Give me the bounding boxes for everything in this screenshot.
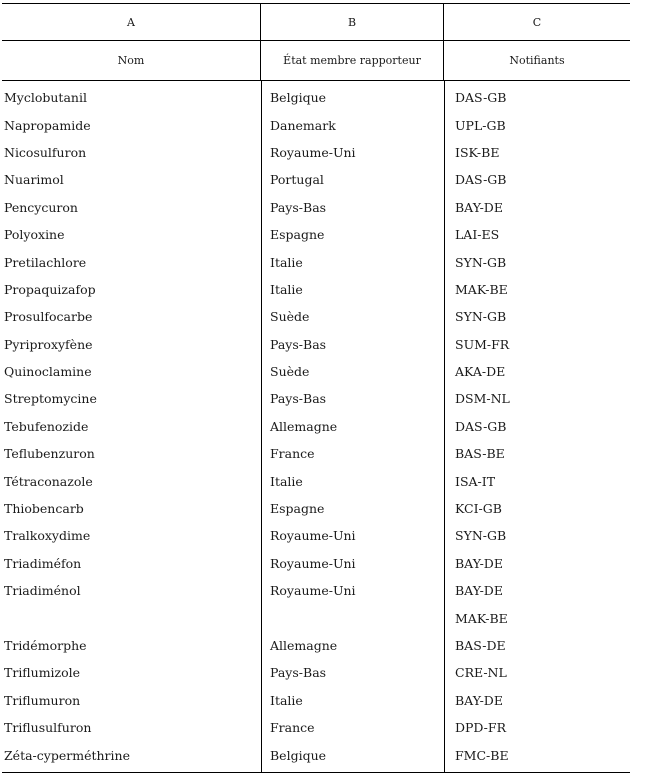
table-row xyxy=(2,687,630,714)
table-row xyxy=(2,413,630,440)
table-row xyxy=(2,495,630,522)
table-row xyxy=(2,111,630,138)
table-row xyxy=(2,139,630,166)
cell-nom: Zéta-cyperméthrine xyxy=(4,747,130,763)
column-letter-b: B xyxy=(261,4,444,40)
cell-nom: Pretilachlore xyxy=(4,254,87,270)
table-row xyxy=(2,248,630,275)
cell-etat-membre: Italie xyxy=(270,473,303,489)
column-title-etat-membre: État membre rapporteur xyxy=(261,41,444,80)
table-row xyxy=(2,714,630,741)
cell-notifiants: BAY-DE xyxy=(455,555,503,571)
table-row xyxy=(2,221,630,248)
cell-notifiants: AKA-DE xyxy=(455,364,506,380)
cell-notifiants: LAI-ES xyxy=(455,227,500,243)
cell-notifiants: UPL-GB xyxy=(455,117,506,133)
cell-notifiants: BAY-DE xyxy=(455,692,503,708)
cell-etat-membre: Royaume-Uni xyxy=(270,528,356,544)
column-title-row xyxy=(2,41,630,81)
column-letter-a: A xyxy=(2,4,261,40)
table-row xyxy=(2,84,630,111)
cell-notifiants: DSM-NL xyxy=(455,391,510,407)
table-row xyxy=(2,632,630,659)
cell-nom: Napropamide xyxy=(4,117,91,133)
cell-etat-membre: Royaume-Uni xyxy=(270,583,356,599)
cell-nom: Quinoclamine xyxy=(4,364,92,380)
cell-etat-membre: Royaume-Uni xyxy=(270,555,356,571)
cell-notifiants: SYN-GB xyxy=(455,254,507,270)
table-row xyxy=(2,741,630,768)
table-row xyxy=(2,522,630,549)
cell-nom: Triflusulfuron xyxy=(4,720,92,736)
cell-etat-membre: Italie xyxy=(270,692,303,708)
cell-etat-membre: Royaume-Uni xyxy=(270,144,356,160)
cell-notifiants: BAS-DE xyxy=(455,638,506,653)
cell-nom: Nuarimol xyxy=(4,172,64,188)
cell-etat-membre: Portugal xyxy=(270,172,324,188)
cell-nom: Pyriproxyfène xyxy=(4,336,93,352)
table-row xyxy=(2,385,630,412)
cell-etat-membre: Suède xyxy=(270,309,310,325)
column-letter-c: C xyxy=(532,15,542,29)
cell-nom: Triflumizole xyxy=(4,665,81,681)
table-row xyxy=(2,358,630,385)
cell-etat-membre: Pays-Bas xyxy=(270,665,327,681)
cell-etat-membre: Belgique xyxy=(270,90,327,106)
cell-notifiants: ISK-BE xyxy=(455,144,500,160)
cell-nom: Triflumuron xyxy=(4,692,81,708)
cell-etat-membre: Pays-Bas xyxy=(270,199,327,215)
cell-etat-membre: Italie xyxy=(270,254,303,270)
cell-etat-membre: Pays-Bas xyxy=(270,391,327,407)
cell-notifiants: DAS-GB xyxy=(455,90,507,106)
cell-etat-membre: Belgique xyxy=(270,747,327,763)
cell-notifiants: KCI-GB xyxy=(455,501,502,517)
cell-etat-membre: Italie xyxy=(270,281,303,297)
cell-notifiants: BAY-DE xyxy=(455,199,503,215)
cell-etat-membre: Suède xyxy=(270,364,310,380)
cell-nom: Pencycuron xyxy=(4,199,78,215)
table-row xyxy=(2,276,630,303)
table-row xyxy=(2,303,630,330)
column-title-nom: Nom xyxy=(2,41,261,80)
cell-notifiants: BAY-DE xyxy=(455,583,503,599)
cell-nom: Propaquizafop xyxy=(4,281,96,297)
cell-notifiants: ISA-IT xyxy=(455,473,496,489)
cell-notifiants: DAS-GB xyxy=(455,172,507,188)
table-row xyxy=(2,659,630,686)
column-title-notifiants: Notifiants xyxy=(509,54,565,67)
table-row xyxy=(2,194,630,221)
cell-nom: Myclobutanil xyxy=(4,90,87,106)
cell-etat-membre: Allemagne xyxy=(270,638,338,653)
cell-etat-membre: France xyxy=(270,446,315,462)
cell-nom: Teflubenzuron xyxy=(4,446,95,462)
cell-nom: Nicosulfuron xyxy=(4,144,87,160)
cell-notifiants: SYN-GB xyxy=(455,309,507,325)
table-row xyxy=(2,604,630,631)
table-row xyxy=(2,577,630,604)
cell-nom: Prosulfocarbe xyxy=(4,309,93,325)
cell-notifiants: FMC-BE xyxy=(455,747,509,763)
cell-notifiants: CRE-NL xyxy=(455,665,507,681)
table-row xyxy=(2,331,630,358)
cell-etat-membre: Pays-Bas xyxy=(270,336,327,352)
table-row xyxy=(2,166,630,193)
cell-nom: Triadiménol xyxy=(4,583,81,599)
substance-table xyxy=(2,3,630,773)
cell-nom: Tralkoxydime xyxy=(4,528,91,544)
cell-nom: Polyoxine xyxy=(4,227,65,243)
cell-notifiants: MAK-BE xyxy=(455,281,508,297)
cell-notifiants: BAS-BE xyxy=(455,446,505,462)
cell-nom: Streptomycine xyxy=(4,391,97,407)
cell-etat-membre: Danemark xyxy=(270,117,336,133)
table-body xyxy=(2,84,630,769)
cell-notifiants: DAS-GB xyxy=(455,418,507,434)
column-letter-row xyxy=(2,4,630,41)
cell-nom: Tebufenozide xyxy=(4,418,89,434)
cell-notifiants: DPD-FR xyxy=(455,720,506,736)
table-row xyxy=(2,440,630,467)
cell-etat-membre: Espagne xyxy=(270,501,325,517)
table-row xyxy=(2,550,630,577)
cell-notifiants: SYN-GB xyxy=(455,528,507,544)
cell-nom: Thiobencarb xyxy=(4,501,84,517)
table-row xyxy=(2,467,630,494)
cell-notifiants: MAK-BE xyxy=(455,610,508,626)
cell-nom: Triadiméfon xyxy=(4,555,82,571)
cell-etat-membre: Allemagne xyxy=(270,418,338,434)
cell-etat-membre: Espagne xyxy=(270,227,325,243)
cell-nom: Tridémorphe xyxy=(4,638,87,653)
cell-nom: Tétraconazole xyxy=(4,473,93,489)
cell-etat-membre: France xyxy=(270,720,315,736)
cell-notifiants: SUM-FR xyxy=(455,336,510,352)
